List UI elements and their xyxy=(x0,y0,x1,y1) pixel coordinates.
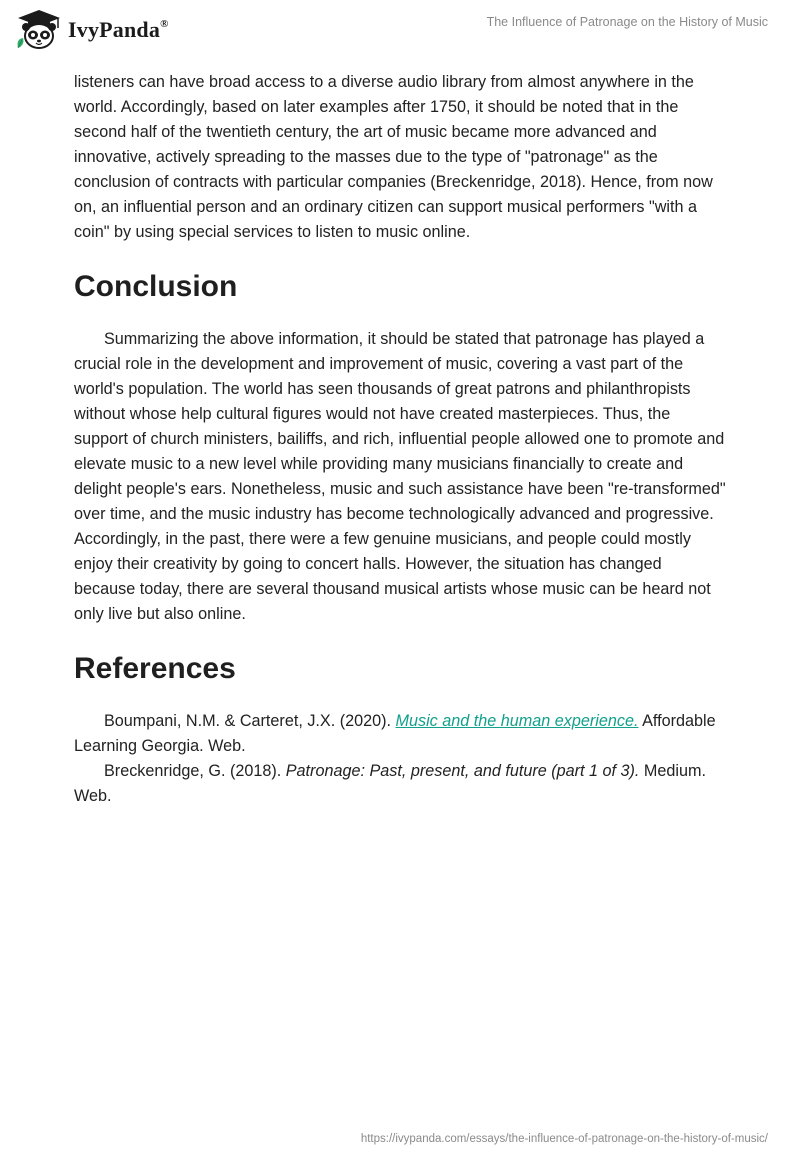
references-heading: References xyxy=(74,652,236,685)
ivypanda-logo[interactable] xyxy=(14,8,169,52)
reference-item: Breckenridge, G. (2018). Patronage: Past, present, and future (part 1 of 3). Medium. Web. xyxy=(74,762,706,805)
page-header xyxy=(0,0,800,64)
brand-name: IvyPanda® xyxy=(68,17,169,42)
footer-url: https://ivypanda.com/essays/the-influence-of-patronage-on-the-history-of-music/ xyxy=(360,1133,768,1145)
essay-content xyxy=(74,70,726,809)
conclusion-heading: Conclusion xyxy=(74,270,238,303)
panda-mascot-icon xyxy=(14,8,64,52)
reference-link[interactable]: Music and the human experience. xyxy=(395,712,639,730)
intro-paragraph: listeners can have broad access to a diverse audio library from almost anywhere in the world. Accordingly, based on later examples after 1750, it should be noted that in the second half of the twentieth century, the art of music became more advanced and innovative, actively spreading to the masses due to the type of "patronage" as the conclusion of contracts with particular companies (Breckenridge, 2018). Hence, from now on, an influential person and an ordinary citizen can support musical performers "with a coin" by using special services to listen to music online. xyxy=(74,73,713,241)
conclusion-paragraph: Summarizing the above information, it should be stated that patronage has played a crucial role in the development and improvement of music, covering a vast part of the world's population. The world has seen thousands of great patrons and philanthropists without whose help cultural figures would not have created masterpieces. Thus, the support of church ministers, bailiffs, and rich, influential people allowed one to promote and elevate music to a new level while providing many musicians financially to create and delight people's ears. Nonetheless, music and such assistance have been "re-transformed" over time, and the music industry has become technologically advanced and progressive. Accordingly, in the past, there were a few genuine musicians, and people could mostly enjoy their creativity by going to concert halls. However, the situation has changed because today, there are several thousand musical artists whose music can be heard not only live but also online. xyxy=(74,330,726,623)
document-title: The Influence of Patronage on the History of Music xyxy=(486,15,768,29)
reference-item: Boumpani, N.M. & Carteret, J.X. (2020). Music and the human experience. Affordable Learning Georgia. Web. xyxy=(74,712,716,755)
reference-title: Patronage: Past, present, and future (part 1 of 3). xyxy=(285,762,640,780)
